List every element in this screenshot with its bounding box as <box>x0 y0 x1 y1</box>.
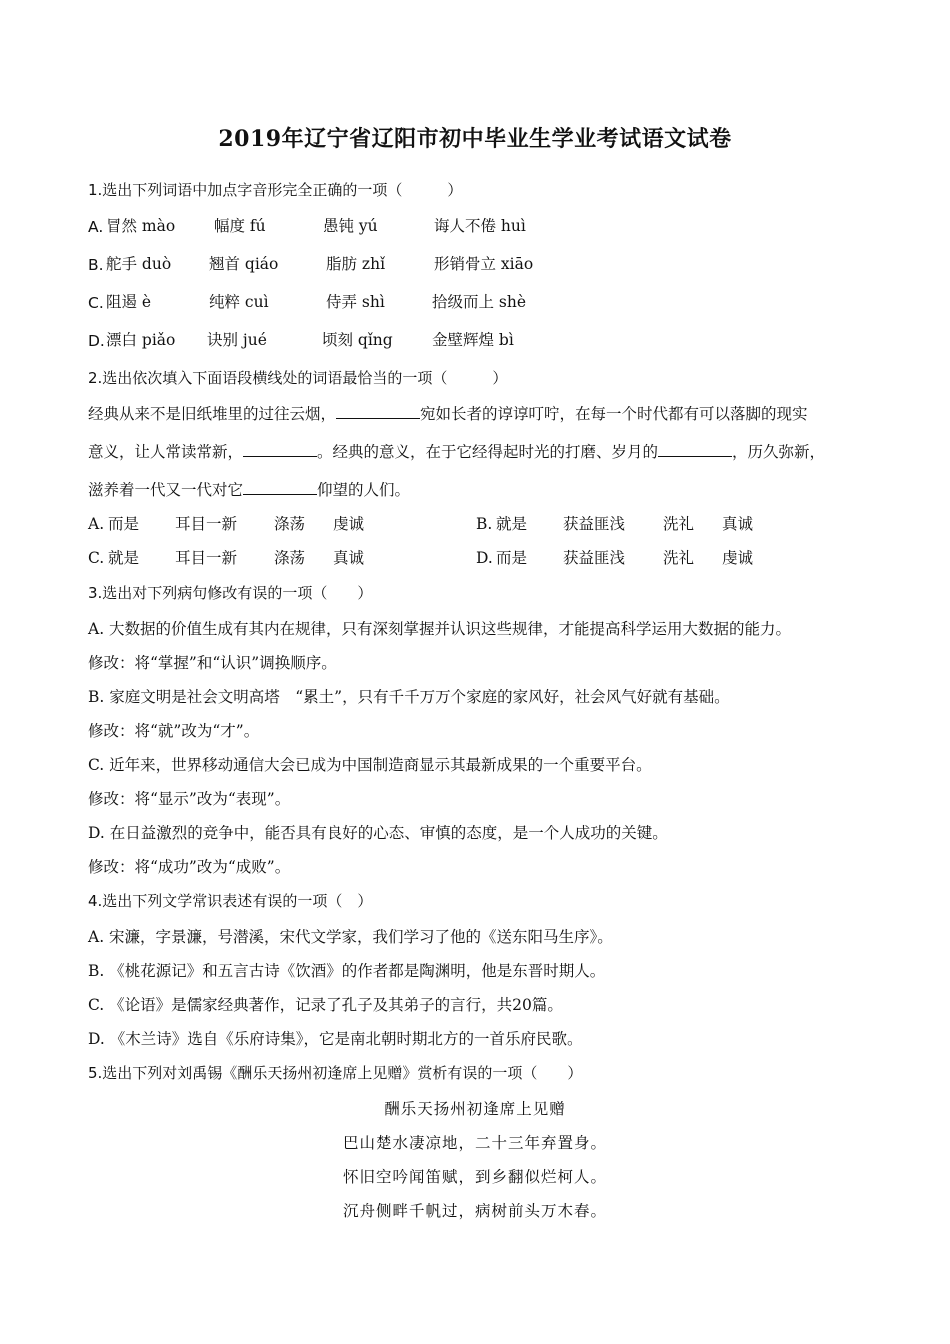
fill-blank-1 <box>336 404 420 419</box>
fill-blank-4 <box>243 480 317 495</box>
q4-option-b: B. 《桃花源记》和五言古诗《饮酒》的作者都是陶渊明，他是东晋时期人。 <box>88 962 606 980</box>
exam-page: 2019年辽宁省辽阳市初中毕业生学业考试语文试卷 1.选出下列词语中加点字音形完全正确的一项（ ） A. 冒然 mào 幅度 fú 愚钝 yú 诲人不倦 huì B. 舵手 duò 翘首 qiáo 脂肪 zhǐ 形销骨立 xiāo C. 阻遏 è 纯粹 cuì 侍弄 shì 拾级而上 shè D. 漂白 piǎo 诀别 jué 顷刻 qǐng 金壁辉煌 bì 2.选出依次填入下面语段横线处的词语最恰当的一项（ ） 经典从来不是旧纸堆里的过往云烟， 宛如长者的谆谆叮咛，在每一个时代都有可以落脚的现实 意义，让人常读常新， 。经典的意义，在于它经得起时光的打磨、岁月的 ，历久弥新， 滋养着一代又一代对它 仰望的人们。 A. 而是 耳目一新 涤荡 虔诚 B. 就是 获益匪浅 洗礼 真诚 C. 就是 耳目一新 涤荡 真诚 D. 而是 获益匪浅 洗礼 虔诚 3.选出对下列病句修改有误的一项（ ） A. 大数据的价值生成有其内在规律，只有深刻掌握并认识这些规律，才能提高科学运用大数据的能力。 修改：将“掌握”和“认识”调换顺序。 B. 家庭文明是社会文明高塔 “累土”，只有千千万万个家庭的家风好，社会风气好就有基础。 修改：将“就”改为“才”。 C. 近年来，世界移动通信大会已成为中国制造商显示其最新成果的一个重要平台。 修改：将“显示”改为“表现”。 D. 在日益激烈的竞争中，能否具有良好的心态、审慎的态度，是一个人成功的关键。 修改：将“成功”改为“成败”。 4.选出下列文学常识表述有误的一项（ ） A. 宋濂，字景濂，号潜溪，宋代文学家，我们学习了他的《送东阳马生序》。 B. 《桃花源记》和五言古诗《饮酒》的作者都是陶渊明，他是东晋时期人。 C. 《论语》是儒家经典著作，记录了孔子及其弟子的言行，共20篇。 D. 《木兰诗》选自《乐府诗集》，它是南北朝时期北方的一首乐府民歌。 5.选出下列对刘禹锡《酬乐天扬州初逢席上见赠》赏析有误的一项（ ） 酬乐天扬州初逢席上见赠 巴山楚水凄凉地，二十三年弃置身。 怀旧空吟闻笛赋，到乡翻似烂柯人。 沉舟侧畔千帆过，病树前头万木春。 <box>0 0 950 1344</box>
q3-revision-c: 修改：将“显示”改为“表现”。 <box>88 790 291 808</box>
q4-option-a: A. 宋濂，字景濂，号潜溪，宋代文学家，我们学习了他的《送东阳马生序》。 <box>88 928 613 946</box>
q2-passage-line-3: 滋养着一代又一代对它 仰望的人们。 <box>88 481 411 499</box>
q1-stem: 1.选出下列词语中加点字音形完全正确的一项（ ） <box>88 181 463 199</box>
q3-option-b: B. 家庭文明是社会文明高塔 “累土”，只有千千万万个家庭的家风好，社会风气好就有基础。 <box>88 688 730 706</box>
q3-revision-b: 修改：将“就”改为“才”。 <box>88 722 260 740</box>
q2-passage-line-1: 经典从来不是旧纸堆里的过往云烟， 宛如长者的谆谆叮咛，在每一个时代都有可以落脚的现实 <box>88 405 808 423</box>
q2-stem: 2.选出依次填入下面语段横线处的词语最恰当的一项（ ） <box>88 369 508 387</box>
q3-option-a: A. 大数据的价值生成有其内在规律，只有深刻掌握并认识这些规律，才能提高科学运用大数据的能力。 <box>88 620 792 638</box>
q3-revision-a: 修改：将“掌握”和“认识”调换顺序。 <box>88 654 337 672</box>
fill-blank-2 <box>243 442 317 457</box>
q3-stem: 3.选出对下列病句修改有误的一项（ ） <box>88 584 373 602</box>
q2-passage-line-2: 意义，让人常读常新， 。经典的意义，在于它经得起时光的打磨、岁月的 ，历久弥新， <box>88 443 826 461</box>
poem-title: 酬乐天扬州初逢席上见赠 <box>384 1100 566 1118</box>
poem-line-3: 沉舟侧畔千帆过，病树前头万木春。 <box>342 1202 607 1220</box>
poem-line-2: 怀旧空吟闻笛赋，到乡翻似烂柯人。 <box>342 1168 607 1186</box>
q4-option-c: C. 《论语》是儒家经典著作，记录了孔子及其弟子的言行，共20篇。 <box>88 996 563 1014</box>
q3-option-c: C. 近年来，世界移动通信大会已成为中国制造商显示其最新成果的一个重要平台。 <box>88 756 652 774</box>
q4-stem: 4.选出下列文学常识表述有误的一项（ ） <box>88 892 373 910</box>
q4-option-d: D. 《木兰诗》选自《乐府诗集》，它是南北朝时期北方的一首乐府民歌。 <box>88 1030 583 1048</box>
q3-option-d: D. 在日益激烈的竞争中，能否具有良好的心态、审慎的态度，是一个人成功的关键。 <box>88 824 668 842</box>
poem-line-1: 巴山楚水凄凉地，二十三年弃置身。 <box>342 1134 607 1152</box>
q5-stem: 5.选出下列对刘禹锡《酬乐天扬州初逢席上见赠》赏析有误的一项（ ） <box>88 1064 583 1082</box>
fill-blank-3 <box>658 442 732 457</box>
page-title: 2019年辽宁省辽阳市初中毕业生学业考试语文试卷 <box>218 126 732 152</box>
q3-revision-d: 修改：将“成功”改为“成败”。 <box>88 858 291 876</box>
